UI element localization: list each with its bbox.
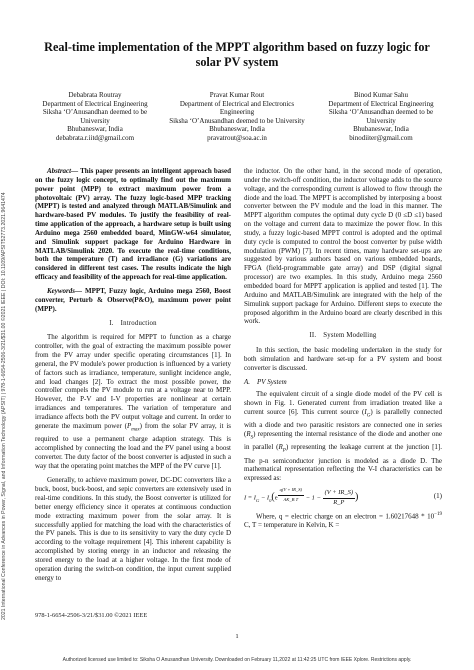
- eq-bracket-open: (: [271, 491, 275, 503]
- constants-text: C, T = temperature in Kelvin, K =: [244, 520, 340, 529]
- left-column: [35, 167, 231, 583]
- author-block-2: [166, 91, 308, 143]
- rp-letter: R: [278, 443, 283, 452]
- author-email: pravatrout@soa.ac.in: [207, 133, 267, 142]
- paper-title: Real-time implementation of the MPPT algorithm based on fuzzy logic for solar PV system: [44, 40, 430, 69]
- pv-text: The equivalent circuit of a single diode model of the PV cell is shown in Fig. 1. Generated current from irradiation treated like a current source [6]. This current source (: [244, 390, 442, 417]
- eq-exp-num: q(V + IR_S): [278, 486, 304, 496]
- eq-lhs-sub: G: [255, 498, 260, 504]
- subsection-heading-pv-system: A. PV System: [244, 377, 287, 386]
- right-paragraph-3: [244, 390, 442, 483]
- equation-body: [244, 486, 358, 507]
- pmax-symbol: [127, 421, 140, 433]
- rp-symbol: [278, 443, 286, 454]
- page-number: 1: [235, 633, 239, 640]
- eq-exp-fraction: [278, 486, 304, 505]
- license-notice: Authorized licensed use limited to: Siksha O Anusandhan University. Downloaded on February 11,2022 at 11:42:25 UTC from IEEE Xplore. Restrictions apply.: [62, 657, 412, 663]
- author-inst: Engineering: [219, 108, 255, 117]
- constants-text: Where, q = electric charge on an electron = 1.60217648 * 10: [256, 511, 435, 520]
- author-inst: Siksha ‘O’Anusandhan deemed to be: [328, 108, 434, 117]
- abstract-label: Abstract—: [47, 167, 79, 175]
- author-city: Bhubaneswar, India: [353, 125, 409, 134]
- author-dept: Department of Electrical Engineering: [328, 99, 434, 108]
- intro-text: The algorithm is required for MPPT to function as a charge controller, with the goal of extracting the maximum possible power from the PV array under specific operating circumstances [1]. In general, the PV module's power production is influenced by a variety of factors such as irradiance, temperature, sunlight incidence angle, and load changes [2]. To extract the most possible power, the controller compels the PV module to run at a voltage near to MPP. However, the P-V and I-V properties are nonlinear at certain irradiances and temperatures. The variation of temperature and irradiance affects both the PV output voltage and current. In order to generate the maximum power (: [35, 333, 231, 430]
- isbn-footer: 978-1-6654-2506-3/21/$31.00 ©2021 IEEE: [35, 612, 148, 619]
- keywords-label: Keywords—: [47, 286, 82, 295]
- right-paragraph-1: the inductor. On the other hand, in the second mode of operation, under the switch-off condition, the inductor voltage adds to the source voltage, and the corresponding current is allowed to flow through the diode and the load. The MPPT is accomplished by interposing a boost converter between the PV module and the load in this manner. The MPPT algorithm computes the optimal duty cycle D (0 ≤D ≤1) based on the voltage and current data to maximize the power flow. In this study, a fuzzy logic-based MPPT control is adopted and the optimal duty cycle is computed to control the boost converter by pulse width modulation (PWM) [7]. In recent times, many hardware set-ups are suggested by various authors based on various embedded boards, FPGA (field-programmable gate array) and DSP (digital signal processor) are two examples. In this study, Arduino mega 2560 embedded board for MPPT application is applied and tested [1]. The Arduino and MATLAB/Simulink are integrated with the help of the Simulink support package for Arduino. Different steps to execute the proposed algorithm in the Arduino board are clearly described in this work.: [244, 167, 442, 326]
- eq-fraction-2: [323, 489, 355, 508]
- ig-sub: G: [366, 413, 371, 419]
- author-block-3: [306, 91, 456, 143]
- author-city: Bhubaneswar, India: [67, 125, 123, 134]
- eq-bracket-close: ): [355, 491, 359, 503]
- author-city: Bhubaneswar, India: [209, 125, 265, 134]
- rs-letter: R: [246, 430, 251, 439]
- eq-mid: − I: [259, 494, 270, 502]
- ig-letter: I: [364, 408, 367, 417]
- eq-frac2-den: R_P: [333, 498, 345, 506]
- exponent: −19: [434, 511, 442, 517]
- author-dept: Department of Electrical Engineering: [42, 99, 148, 108]
- keywords-text: MPPT, Fuzzy logic, Arduino mega 2560, Boost converter, Perturb & Observe(P&O), maximum power point (MPP).: [35, 286, 231, 313]
- eq-lhs: I = I: [244, 494, 256, 502]
- author-block-1: [24, 91, 166, 143]
- author-name: Binod Kumar Sahu: [353, 91, 409, 99]
- author-inst: Siksha ‘O’Anusandhan deemed to be University: [169, 116, 305, 125]
- section-heading-system-modelling: II. System Modelling: [309, 332, 377, 340]
- abstract-text: This paper presents an intelligent approach based on the fuzzy logic concept, to optimally find out the maximum power point (MPP) to extract maximum power from a photovoltaic (PV) array. The fuzzy logic-based MPP tracking (MPPT) is tested and analyzed through MATLAB/Simulink and hardware-based PV modules. To justify the feasibility of real-time application of the approach, a hardware setup is built using Arduino mega 2560 embedded board, MinGW-w64 simulator, and Simulink support package for Arduino Hardware in MATLAB/Simulink 2020. To execute the real-time conditions, both the temperature (T) and irradiance (G) variations are considered in different test cases. The results indicate the high efficacy and feasibility of the approach for real-time application.: [35, 167, 231, 282]
- pv-text: ) representing the leakage current at the junction [1]. The p-n semiconductor junction is modeled as a diode D. The mathematical representation reflecting the V-I characteristics can be expressed as:: [244, 443, 442, 483]
- pmax-sub: max: [131, 427, 140, 433]
- author-email: debabrata.r.iitd@gmail.com: [55, 133, 135, 142]
- pv-text: ) representing the internal resistance of the diode and another one in parallel (: [244, 430, 442, 452]
- rs-sub: S: [250, 435, 254, 441]
- eq-exp: e: [274, 494, 278, 502]
- eq-after: − 1 −: [304, 494, 323, 502]
- pmax-letter: P: [127, 421, 132, 430]
- author-name: Debabrata Routray: [68, 91, 122, 99]
- author-dept: Department of Electrical and Electronics: [179, 99, 295, 108]
- conference-side-banner: 2021 International Conference in Advances in Power, Signal, and Information Technology (APSIT) | 978-1-6654-2506-3/21/$31.00 ©2021 IEEE | DOI: 10.1109/APSIT52773.2021.9641474: [1, 192, 7, 620]
- equation-number: (1): [433, 492, 442, 501]
- section-heading-introduction: I. Introduction: [109, 319, 157, 327]
- rp-sub: P: [282, 448, 286, 454]
- author-inst: University: [80, 116, 110, 125]
- right-paragraph-2: In this section, the basic modeling undertaken in the study for both simulation and hardware set-up for a PV system and boost converter is discussed.: [244, 346, 442, 372]
- right-paragraph-4: [244, 511, 442, 530]
- keywords: [35, 287, 231, 314]
- author-name: Pravat Kumar Rout: [209, 91, 265, 99]
- eq-mid-sub: 0: [269, 498, 272, 504]
- intro-paragraph-1: [35, 333, 231, 470]
- author-inst: Siksha ‘O’Anusandhan deemed to be: [42, 108, 148, 117]
- abstract: [35, 167, 231, 282]
- pv-text: ) is parallelly connected with a diode and two parasitic resistors are connected one in series (: [244, 408, 442, 439]
- eq-frac2-num: (V + IR_S): [323, 489, 355, 499]
- author-inst: University: [366, 116, 396, 125]
- intro-text: ) from the solar PV array, it is required to use a permanent charge adaption strategy. This is accomplished by connecting the load and the PV panel using a boost converter. The duty factor of the boost converter is adjusted in such a way that the operating point matches the MPP of the PV curve [1].: [35, 421, 231, 470]
- equation-1: [244, 486, 442, 507]
- author-email: binodiiter@gmail.com: [349, 133, 413, 142]
- right-column: [244, 167, 442, 530]
- eq-exp-den: AK_B T: [283, 497, 299, 503]
- intro-paragraph-2: Generally, to achieve maximum power, DC-DC converters like a buck, boost, buck-boost, and sepic converters are extensively used in real-time conditions. In this study, the Boost converter is utilized for better energy efficiency since it operates at continuous conduction mode extracting maximum power from the solar array. It is successfully applied for matching the load with the characteristics of the PV panels. This is due to its sensitivity to vary the duty cycle D according to the voltage requirement [4]. This inherent capability is accomplished by storing energy in an inductor and releasing the stored energy to the load at a higher voltage. In the first mode of operation during the switch-on condition, the input current supplied energy to: [35, 476, 231, 582]
